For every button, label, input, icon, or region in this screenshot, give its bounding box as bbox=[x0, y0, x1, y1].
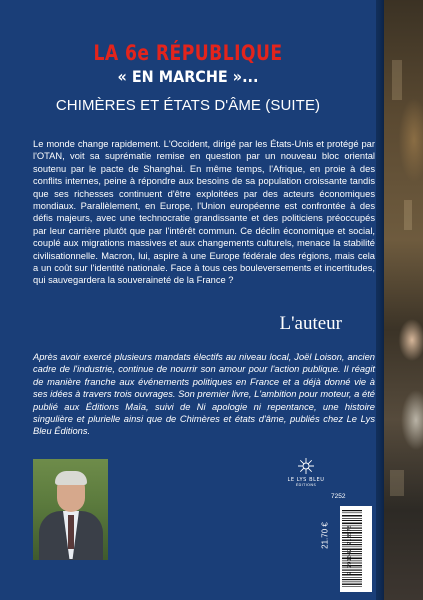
publisher-sub: ÉDITIONS bbox=[295, 483, 317, 487]
author-heading: L'auteur bbox=[279, 313, 342, 334]
isbn-number: 9 791042 213578 bbox=[347, 525, 353, 575]
author-photo bbox=[33, 459, 108, 560]
book-title-line2: « EN MARCHE »... bbox=[117, 67, 259, 86]
barcode bbox=[340, 506, 372, 592]
book-title: LA 6e RÉPUBLIQUE bbox=[93, 41, 283, 65]
lily-emblem-icon bbox=[297, 457, 315, 475]
price: 21.70 € bbox=[320, 522, 330, 549]
summary-paragraph: Le monde change rapidement. L'Occident, dirigé par les États-Unis et protégé par l'OTAN, voit sa suprématie remise en question par un nouveau bloc oriental soutenu par le pacte de Shanghai. En même temps, l'Afrique, en proie à des conflits internes, peine à répondre aux besoins de sa population croissante tandis que ses richesses continuent d'être exploitées par des acteurs économiques mondiaux. Parallèlement, en Europe, l'Union européenne est confrontée à des défis majeurs, avec une technocratie grandissante et des politiciens préoccupés par leur carrière plutôt que par l'intérêt commun. Ce déclin économique et social, couplé aux migrations massives et aux changements culturels, menace la stabilité civilisationnelle. Macron, lui, aspire à une Europe fédérale des régions, mais cela a un coût sur l'identité nationale. Face à tous ces bouleversements et incertitudes, qui sauvegardera la souveraineté de la France ? bbox=[33, 139, 375, 286]
catalog-code: 7252 bbox=[331, 493, 346, 500]
spine bbox=[376, 0, 384, 600]
book-subtitle: CHIMÈRES ET ÉTATS D'ÂME (SUITE) bbox=[55, 97, 321, 114]
publisher-name: LE LYS BLEU bbox=[287, 477, 325, 483]
front-cover-edge-illustration bbox=[384, 0, 423, 600]
author-bio: Après avoir exercé plusieurs mandats électifs au niveau local, Joël Loison, ancien cadre de l'industrie, continue de nourrir son amour pour l'action publique. Il réagit de manière franche aux événements politiques en France et a déjà donné vie à ses idées à travers trois ouvrages. Son premier livre, L'ambition pour moteur, a été publié aux Éditions Maïa, suivi de Ni apologie ni repentance, une histoire singulière et plurielle ainsi que de Chimères et états d'âme, publiés chez Le Lys Bleu Éditions. bbox=[33, 352, 375, 437]
publisher-logo bbox=[281, 457, 331, 487]
